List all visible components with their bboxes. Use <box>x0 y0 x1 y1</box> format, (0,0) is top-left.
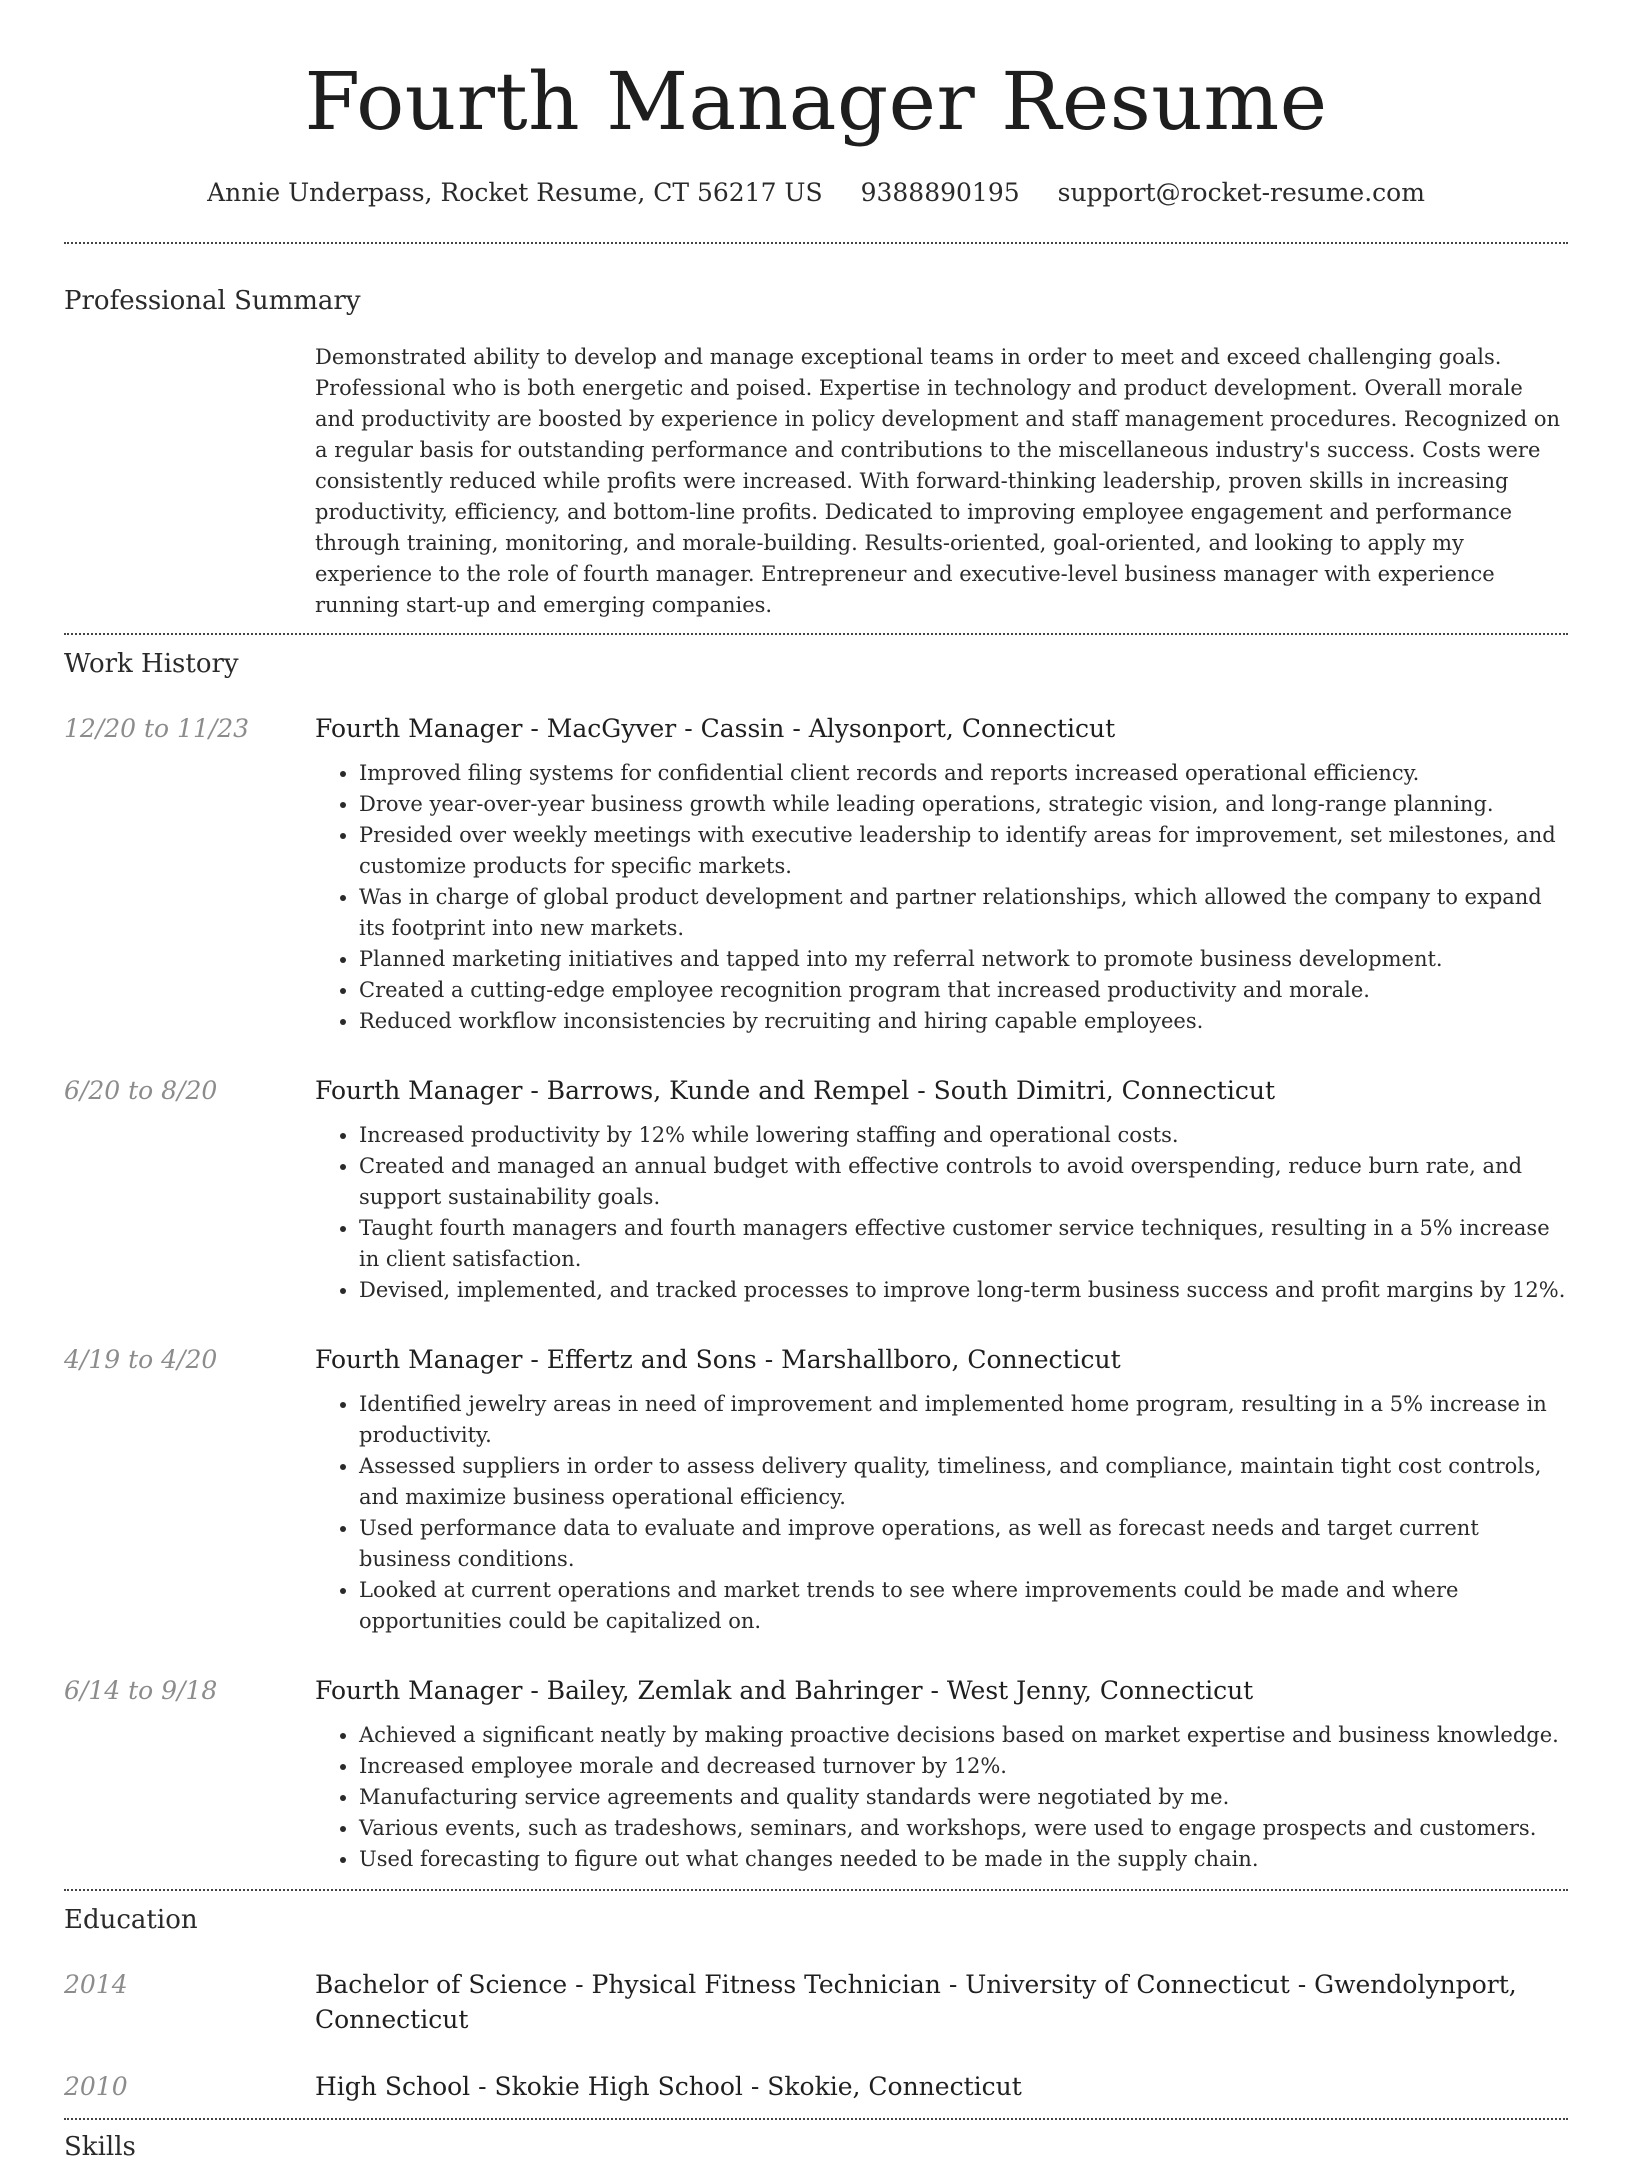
job-dates: 4/19 to 4/20 <box>64 1345 218 1374</box>
job-dates: 6/14 to 9/18 <box>64 1676 218 1705</box>
contact-address: Annie Underpass, Rocket Resume, CT 56217 US <box>207 178 823 207</box>
job-bullet: • Drove year-over-year business growth while leading operations, strategic vision, and long-range planning. <box>359 789 1568 820</box>
job-heading: Fourth Manager - Bailey, Zemlak and Bahringer - West Jenny, Connecticut <box>315 1676 1254 1705</box>
job-bullets <box>315 758 1568 1037</box>
job-bullet: • Taught fourth managers and fourth managers effective customer service techniques, resulting in a 5% increase in client satisfaction. <box>359 1213 1568 1275</box>
job-bullet: • Reduced workflow inconsistencies by recruiting and hiring capable employees. <box>359 1006 1568 1037</box>
contact-line <box>64 176 1568 210</box>
summary-text: Demonstrated ability to develop and manage exceptional teams in order to meet and exceed challenging goals. Professional who is both energetic and poised. Expertise in technology and product development. Overall morale and productivity are boosted by experience in policy development and staff management procedures. Recognized on a regular basis for outstanding performance and contributions to the miscellaneous industry's success. Costs were consistently reduced while profits were increased. With forward-thinking leadership, proven skills in increasing productivity, efficiency, and bottom-line profits. Dedicated to improving employee engagement and performance through training, monitoring, and morale-building. Results-oriented, goal-oriented, and looking to apply my experience to the role of fourth manager. Entrepreneur and executive-level business manager with experience running start-up and emerging companies. <box>315 345 1561 617</box>
education-year: 2014 <box>64 1970 128 1999</box>
job-bullet: • Devised, implemented, and tracked processes to improve long-term business success and profit margins by 12%. <box>359 1275 1568 1306</box>
job-bullet: • Identified jewelry areas in need of improvement and implemented home program, resulting in a 5% increase in productivity. <box>359 1389 1568 1451</box>
job-bullet: • Manufacturing service agreements and quality standards were negotiated by me. <box>359 1782 1568 1813</box>
job-bullet: • Planned marketing initiatives and tapped into my referral network to promote business development. <box>359 944 1568 975</box>
job-heading: Fourth Manager - MacGyver - Cassin - Alysonport, Connecticut <box>315 714 1116 743</box>
job-entry <box>64 1073 1568 1306</box>
job-bullet: • Used forecasting to figure out what changes needed to be made in the supply chain. <box>359 1844 1568 1875</box>
job-bullet: • Presided over weekly meetings with executive leadership to identify areas for improvement, set milestones, and customize products for specific markets. <box>359 820 1568 882</box>
job-bullet: • Used performance data to evaluate and improve operations, as well as forecast needs and target current business conditions. <box>359 1513 1568 1575</box>
job-bullet: • Increased employee morale and decreased turnover by 12%. <box>359 1751 1568 1782</box>
job-bullet: • Improved filing systems for confidential client records and reports increased operational efficiency. <box>359 758 1568 789</box>
job-bullet: • Was in charge of global product development and partner relationships, which allowed the company to expand its footprint into new markets. <box>359 882 1568 944</box>
education-entry <box>64 2069 1568 2104</box>
section-divider <box>64 242 1568 244</box>
section-divider <box>64 633 1568 635</box>
education-year: 2010 <box>64 2072 128 2101</box>
job-bullet: • Increased productivity by 12% while lowering staffing and operational costs. <box>359 1120 1568 1151</box>
job-bullets <box>315 1389 1568 1637</box>
job-bullet: • Various events, such as tradeshows, seminars, and workshops, were used to engage prospects and customers. <box>359 1813 1568 1844</box>
job-heading: Fourth Manager - Effertz and Sons - Marshallboro, Connecticut <box>315 1345 1121 1374</box>
summary-section-title: Professional Summary <box>64 286 361 316</box>
job-entry <box>64 1673 1568 1875</box>
contact-email: support@rocket-resume.com <box>1057 178 1425 207</box>
job-bullets <box>315 1720 1568 1875</box>
job-entry <box>64 1342 1568 1637</box>
section-divider <box>64 1889 1568 1891</box>
job-heading: Fourth Manager - Barrows, Kunde and Rempel - South Dimitri, Connecticut <box>315 1076 1275 1105</box>
work-history-section-title: Work History <box>64 649 239 679</box>
contact-phone: 9388890195 <box>860 178 1020 207</box>
job-bullet: • Looked at current operations and market trends to see where improvements could be made and where opportunities could be capitalized on. <box>359 1575 1568 1637</box>
resume-page <box>64 0 1568 2164</box>
resume-title: Fourth Manager Resume <box>304 55 1328 148</box>
job-bullets <box>315 1120 1568 1306</box>
job-entry <box>64 711 1568 1037</box>
education-section-title: Education <box>64 1905 198 1935</box>
education-heading: High School - Skokie High School - Skokie, Connecticut <box>315 2072 1022 2101</box>
job-bullet: • Achieved a significant neatly by making proactive decisions based on market expertise and business knowledge. <box>359 1720 1568 1751</box>
skills-section-title: Skills <box>64 2132 136 2162</box>
job-bullet: • Assessed suppliers in order to assess delivery quality, timeliness, and compliance, maintain tight cost controls, and maximize business operational efficiency. <box>359 1451 1568 1513</box>
job-dates: 6/20 to 8/20 <box>64 1076 218 1105</box>
education-heading: Bachelor of Science - Physical Fitness Technician - University of Connecticut - Gwendolynport, Connecticut <box>315 1970 1517 2034</box>
education-entry <box>64 1967 1568 2037</box>
job-bullet: • Created and managed an annual budget with effective controls to avoid overspending, reduce burn rate, and support sustainability goals. <box>359 1151 1568 1213</box>
section-divider <box>64 2118 1568 2120</box>
job-bullet: • Created a cutting-edge employee recognition program that increased productivity and morale. <box>359 975 1568 1006</box>
job-dates: 12/20 to 11/23 <box>64 714 250 743</box>
